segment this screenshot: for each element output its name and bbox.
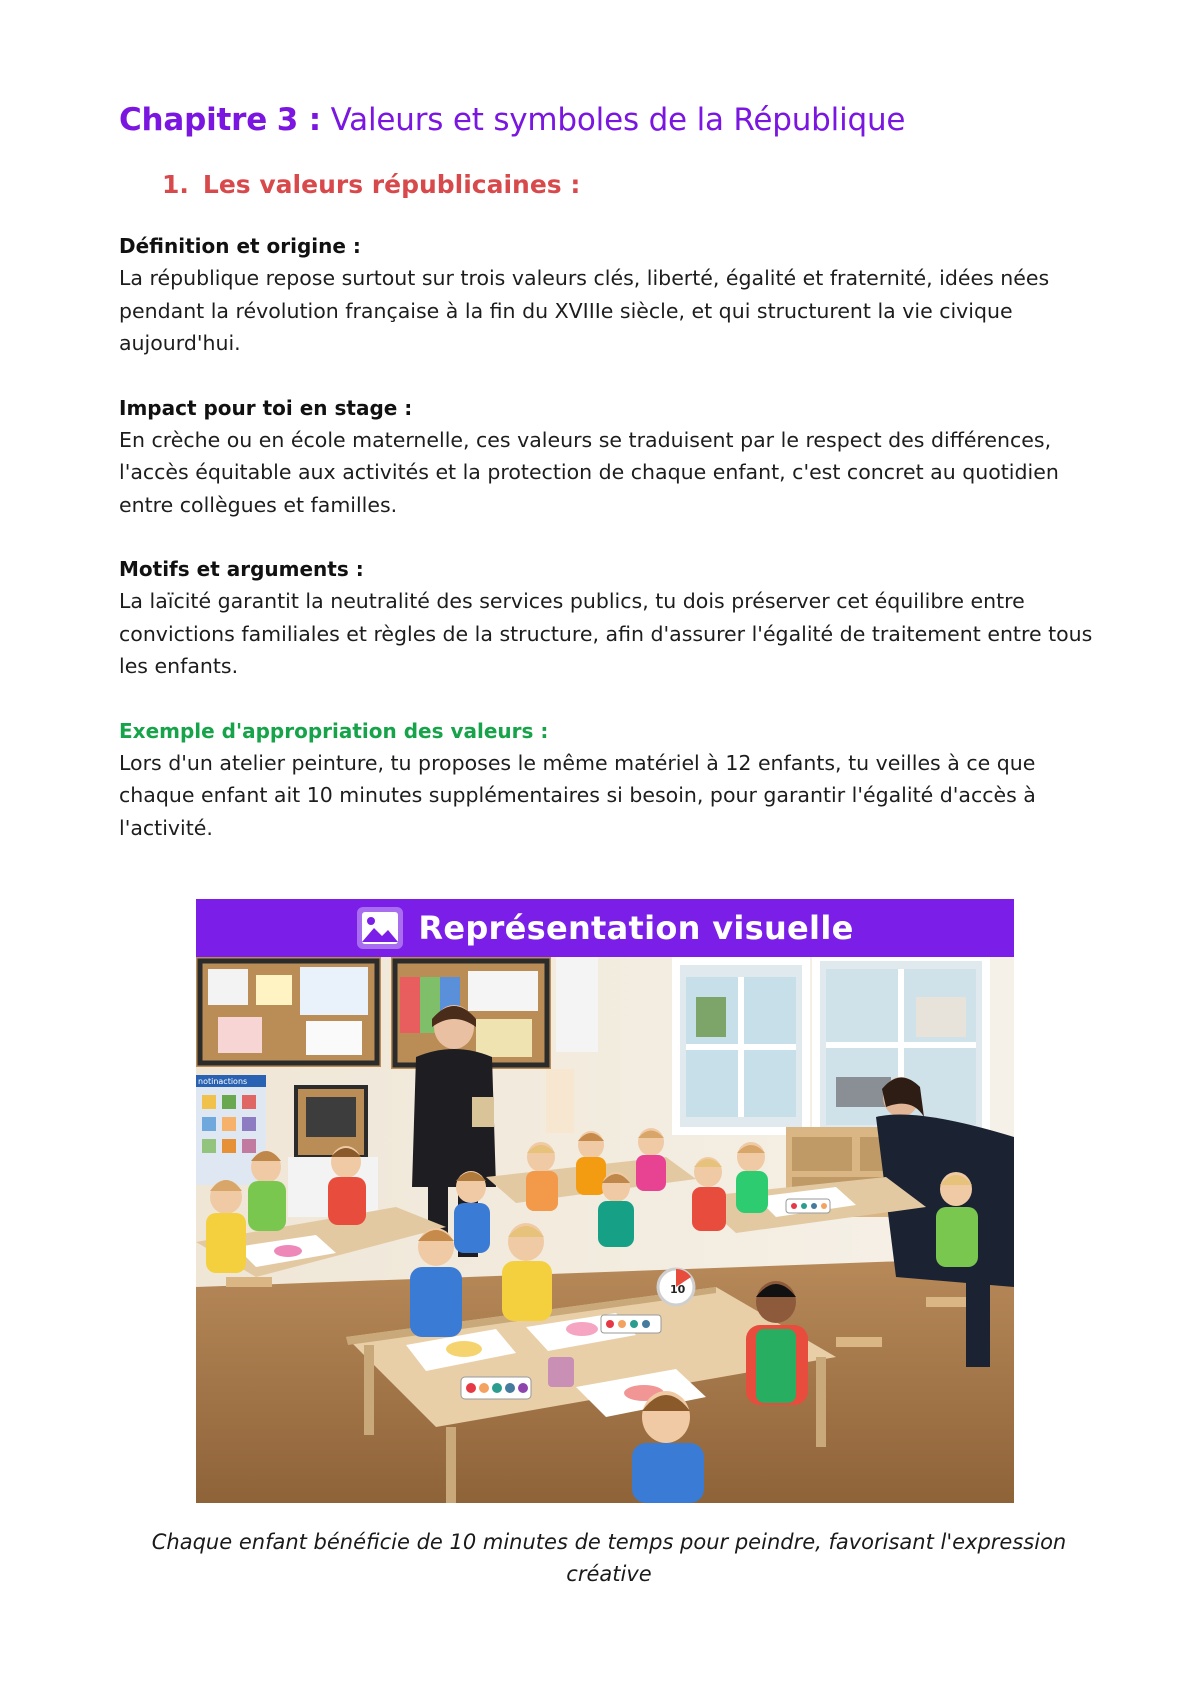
chapter-label: Chapitre (119, 102, 268, 138)
example-text: Lors d'un atelier peinture, tu proposes le même matériel à 12 enfants, tu veilles à ce que chaque enfant ait 10 minutes supplémentaires si besoin, pour garantir l'égalité d'accès à l'activité. (119, 750, 1036, 840)
impact-text: En crèche ou en école maternelle, ces valeurs se traduisent par le respect des différences, l'accès équitable aux activités et la protection de chaque enfant, c'est concret au quotidien entre collègues et familles. (119, 427, 1059, 517)
image-icon (356, 906, 404, 950)
section-number: 1. (162, 170, 189, 199)
visual-figure (196, 899, 1014, 1503)
chapter-title-text: Valeurs et symboles de la République (330, 102, 906, 138)
poster-heading: notinactions (198, 1077, 248, 1086)
arguments-heading: Motifs et arguments : (119, 557, 364, 581)
example-block (119, 715, 1099, 845)
definition-text: La république repose surtout sur trois valeurs clés, liberté, égalité et fraternité, idées nées pendant la révolution française à la fin du XVIIIe siècle, et qui structurent la vie civique aujourd'hui. (119, 266, 1050, 355)
content-blocks (119, 230, 1099, 844)
section-title: Les valeurs républicaines : (202, 170, 581, 199)
impact-block (119, 392, 1099, 522)
figure-banner-title: Représentation visuelle (418, 909, 854, 947)
chapter-title (119, 100, 1099, 140)
figure-caption: Chaque enfant bénéficie de 10 minutes de temps pour peindre, favorisant l'expression créative (151, 1530, 1067, 1586)
example-heading: Exemple d'appropriation des valeurs : (119, 718, 549, 743)
impact-heading: Impact pour toi en stage : (119, 395, 413, 420)
classroom-painting-illustration (196, 957, 1014, 1503)
definition-block (119, 230, 1099, 360)
timer-label: 10 (670, 1283, 686, 1296)
document-page (119, 100, 1099, 844)
definition-heading: Définition et origine : (119, 234, 361, 258)
arguments-text: La laïcité garantit la neutralité des services publics, tu dois préserver cet équilibre entre convictions familiales et règles de la structure, afin d'assurer l'égalité de traitement entre tous les enfants. (119, 589, 1093, 678)
section-heading (162, 168, 1099, 202)
chapter-number: 3 : (276, 102, 321, 138)
figure-banner (196, 899, 1014, 957)
arguments-block (119, 553, 1099, 683)
